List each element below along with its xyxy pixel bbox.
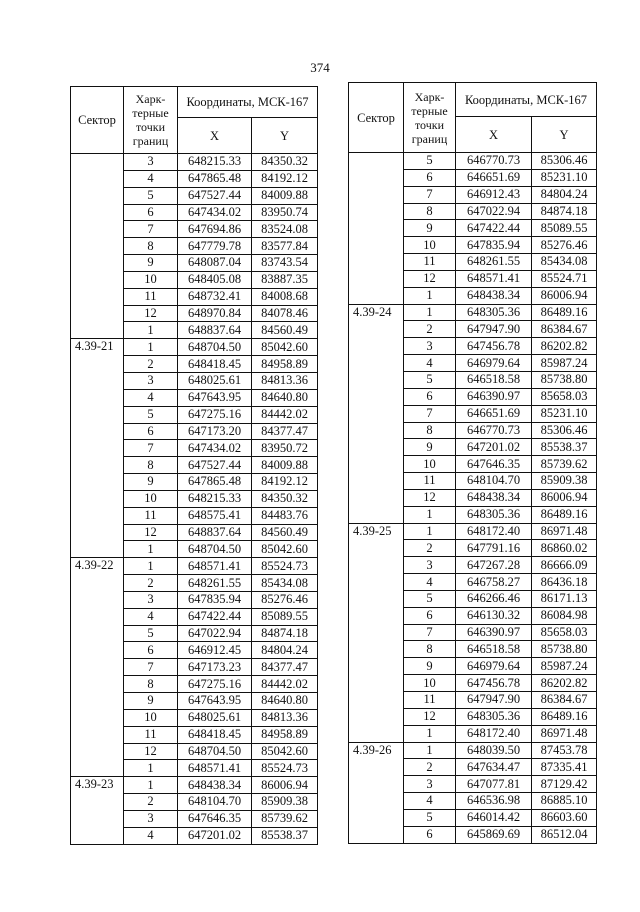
x-coordinate-cell: 647643.95 <box>178 389 252 406</box>
point-number-cell: 9 <box>124 693 178 710</box>
x-coordinate-cell: 646536.98 <box>456 793 532 810</box>
x-coordinate-cell: 647077.81 <box>456 776 532 793</box>
x-coordinate-cell: 647434.02 <box>178 204 252 221</box>
x-coordinate-cell: 647456.78 <box>456 338 532 355</box>
x-coordinate-cell: 648575.41 <box>178 507 252 524</box>
point-number-cell: 3 <box>404 338 456 355</box>
x-coordinate-cell: 647022.94 <box>456 203 532 220</box>
y-coordinate-cell: 84192.12 <box>252 474 318 491</box>
point-number-cell: 10 <box>124 271 178 288</box>
y-coordinate-cell: 83950.74 <box>252 204 318 221</box>
point-number-cell: 11 <box>124 288 178 305</box>
y-coordinate-cell: 86006.94 <box>532 287 597 304</box>
y-coordinate-cell: 85434.08 <box>532 254 597 271</box>
y-coordinate-cell: 84560.49 <box>252 524 318 541</box>
y-coordinate-cell: 86006.94 <box>532 489 597 506</box>
x-coordinate-cell: 648405.08 <box>178 271 252 288</box>
x-coordinate-cell: 646130.32 <box>456 607 532 624</box>
x-coordinate-cell: 646014.42 <box>456 809 532 826</box>
y-coordinate-cell: 84804.24 <box>252 642 318 659</box>
y-coordinate-cell: 85231.10 <box>532 405 597 422</box>
y-coordinate-cell: 86006.94 <box>252 777 318 794</box>
point-number-cell: 2 <box>404 321 456 338</box>
x-coordinate-cell: 647947.90 <box>456 321 532 338</box>
y-coordinate-cell: 84350.32 <box>252 490 318 507</box>
point-number-cell: 12 <box>404 708 456 725</box>
point-number-cell: 5 <box>404 153 456 170</box>
point-number-cell: 6 <box>404 169 456 186</box>
point-number-cell: 5 <box>124 625 178 642</box>
y-coordinate-cell: 84377.47 <box>252 423 318 440</box>
x-coordinate-cell: 648305.36 <box>456 506 532 523</box>
point-number-cell: 1 <box>404 506 456 523</box>
point-number-cell: 6 <box>404 826 456 843</box>
x-coordinate-cell: 648305.36 <box>456 304 532 321</box>
x-coordinate-cell: 647173.23 <box>178 659 252 676</box>
y-coordinate-cell: 85739.62 <box>532 456 597 473</box>
x-coordinate-cell: 647646.35 <box>178 810 252 827</box>
y-coordinate-cell: 84813.36 <box>252 372 318 389</box>
point-number-cell: 7 <box>404 186 456 203</box>
y-coordinate-cell: 83743.54 <box>252 255 318 272</box>
point-number-cell: 1 <box>124 760 178 777</box>
y-header: Y <box>252 118 318 154</box>
x-coordinate-cell: 647275.16 <box>178 676 252 693</box>
y-coordinate-cell: 85987.24 <box>532 355 597 372</box>
point-number-cell: 4 <box>124 170 178 187</box>
point-number-cell: 11 <box>124 726 178 743</box>
point-number-cell: 9 <box>124 474 178 491</box>
y-coordinate-cell: 84009.88 <box>252 187 318 204</box>
sector-header: Сектор <box>71 87 124 154</box>
x-coordinate-cell: 648305.36 <box>456 708 532 725</box>
y-coordinate-cell: 84442.02 <box>252 406 318 423</box>
x-coordinate-cell: 648418.45 <box>178 726 252 743</box>
table-row <box>71 777 318 794</box>
y-coordinate-cell: 84192.12 <box>252 170 318 187</box>
y-header: Y <box>532 117 597 153</box>
x-coordinate-cell: 648438.34 <box>178 777 252 794</box>
y-coordinate-cell: 86202.82 <box>532 675 597 692</box>
y-coordinate-cell: 85738.80 <box>532 641 597 658</box>
table-row <box>71 339 318 356</box>
x-coordinate-cell: 647694.86 <box>178 221 252 238</box>
sector-cell: 4.39-23 <box>71 777 124 844</box>
table-row <box>349 523 597 540</box>
y-coordinate-cell: 84350.32 <box>252 154 318 171</box>
point-number-cell: 6 <box>124 642 178 659</box>
y-coordinate-cell: 84483.76 <box>252 507 318 524</box>
x-coordinate-cell: 646651.69 <box>456 405 532 422</box>
x-coordinate-cell: 648837.64 <box>178 524 252 541</box>
point-number-cell: 12 <box>404 489 456 506</box>
point-number-cell: 7 <box>124 440 178 457</box>
point-number-cell: 10 <box>404 456 456 473</box>
y-coordinate-cell: 86885.10 <box>532 793 597 810</box>
y-coordinate-cell: 86860.02 <box>532 540 597 557</box>
y-coordinate-cell: 85524.71 <box>532 270 597 287</box>
page-number: 374 <box>310 60 330 75</box>
y-coordinate-cell: 85306.46 <box>532 422 597 439</box>
point-number-cell: 12 <box>124 743 178 760</box>
y-coordinate-cell: 87335.41 <box>532 759 597 776</box>
y-coordinate-cell: 84377.47 <box>252 659 318 676</box>
y-coordinate-cell: 86489.16 <box>532 506 597 523</box>
point-number-cell: 3 <box>124 810 178 827</box>
y-coordinate-cell: 86512.04 <box>532 826 597 843</box>
y-coordinate-cell: 86436.18 <box>532 574 597 591</box>
point-number-cell: 6 <box>404 388 456 405</box>
x-coordinate-cell: 647634.47 <box>456 759 532 776</box>
x-coordinate-cell: 647865.48 <box>178 170 252 187</box>
sector-cell: 4.39-21 <box>71 339 124 558</box>
point-number-cell: 4 <box>404 355 456 372</box>
x-coordinate-cell: 648438.34 <box>456 287 532 304</box>
point-number-cell: 11 <box>404 692 456 709</box>
point-number-cell: 8 <box>124 676 178 693</box>
point-number-cell: 5 <box>404 809 456 826</box>
x-coordinate-cell: 646266.46 <box>456 590 532 607</box>
x-coordinate-cell: 647865.48 <box>178 474 252 491</box>
point-number-cell: 12 <box>404 270 456 287</box>
x-coordinate-cell: 646979.64 <box>456 658 532 675</box>
point-number-cell: 2 <box>124 794 178 811</box>
y-coordinate-cell: 85738.80 <box>532 371 597 388</box>
point-number-cell: 7 <box>404 624 456 641</box>
point-number-cell: 3 <box>124 154 178 171</box>
y-coordinate-cell: 84874.18 <box>252 625 318 642</box>
point-number-cell: 5 <box>404 590 456 607</box>
x-coordinate-cell: 646518.58 <box>456 641 532 658</box>
coordinates-table-right <box>348 82 597 844</box>
table-row <box>71 154 318 171</box>
x-coordinate-cell: 648571.41 <box>456 270 532 287</box>
sector-header: Сектор <box>349 83 404 153</box>
x-coordinate-cell: 648704.50 <box>178 339 252 356</box>
x-coordinate-cell: 648571.41 <box>178 760 252 777</box>
characteristic-points-header: Харк-терные точки границ <box>404 83 456 153</box>
y-coordinate-cell: 86971.48 <box>532 523 597 540</box>
x-coordinate-cell: 648704.50 <box>178 743 252 760</box>
point-number-cell: 3 <box>404 776 456 793</box>
y-coordinate-cell: 85909.38 <box>252 794 318 811</box>
y-coordinate-cell: 84442.02 <box>252 676 318 693</box>
table-row <box>349 742 597 759</box>
y-coordinate-cell: 83524.08 <box>252 221 318 238</box>
x-coordinate-cell: 646390.97 <box>456 624 532 641</box>
sector-cell: 4.39-22 <box>71 558 124 777</box>
point-number-cell: 8 <box>404 422 456 439</box>
y-coordinate-cell: 86384.67 <box>532 692 597 709</box>
y-coordinate-cell: 86171.13 <box>532 590 597 607</box>
x-coordinate-cell: 648837.64 <box>178 322 252 339</box>
x-coordinate-cell: 647527.44 <box>178 457 252 474</box>
x-coordinate-cell: 646770.73 <box>456 422 532 439</box>
x-coordinate-cell: 648215.33 <box>178 490 252 507</box>
y-coordinate-cell: 85909.38 <box>532 473 597 490</box>
y-coordinate-cell: 85231.10 <box>532 169 597 186</box>
y-coordinate-cell: 85658.03 <box>532 624 597 641</box>
y-coordinate-cell: 85538.37 <box>252 827 318 844</box>
point-number-cell: 2 <box>404 540 456 557</box>
x-header: X <box>178 118 252 154</box>
point-number-cell: 3 <box>404 557 456 574</box>
x-coordinate-cell: 647527.44 <box>178 187 252 204</box>
sector-cell: 4.39-24 <box>349 304 404 523</box>
x-coordinate-cell: 648571.41 <box>178 558 252 575</box>
x-coordinate-cell: 648418.45 <box>178 356 252 373</box>
point-number-cell: 6 <box>124 423 178 440</box>
sector-cell <box>349 153 404 305</box>
point-number-cell: 1 <box>404 287 456 304</box>
x-coordinate-cell: 647791.16 <box>456 540 532 557</box>
x-coordinate-cell: 648261.55 <box>456 254 532 271</box>
coordinates-header: Координаты, МСК-167 <box>456 83 597 117</box>
x-coordinate-cell: 647201.02 <box>456 439 532 456</box>
x-coordinate-cell: 646979.64 <box>456 355 532 372</box>
x-coordinate-cell: 648215.33 <box>178 154 252 171</box>
point-number-cell: 9 <box>124 255 178 272</box>
x-coordinate-cell: 646912.43 <box>456 186 532 203</box>
x-header: X <box>456 117 532 153</box>
x-coordinate-cell: 647422.44 <box>456 220 532 237</box>
point-number-cell: 9 <box>404 439 456 456</box>
point-number-cell: 1 <box>124 339 178 356</box>
coordinates-header: Координаты, МСК-167 <box>178 87 318 118</box>
x-coordinate-cell: 647267.28 <box>456 557 532 574</box>
point-number-cell: 1 <box>404 742 456 759</box>
y-coordinate-cell: 86971.48 <box>532 725 597 742</box>
point-number-cell: 11 <box>124 507 178 524</box>
y-coordinate-cell: 84874.18 <box>532 203 597 220</box>
point-number-cell: 10 <box>404 237 456 254</box>
point-number-cell: 11 <box>404 254 456 271</box>
y-coordinate-cell: 87453.78 <box>532 742 597 759</box>
point-number-cell: 5 <box>404 371 456 388</box>
x-coordinate-cell: 648025.61 <box>178 709 252 726</box>
x-coordinate-cell: 647456.78 <box>456 675 532 692</box>
y-coordinate-cell: 86202.82 <box>532 338 597 355</box>
point-number-cell: 1 <box>124 777 178 794</box>
point-number-cell: 10 <box>124 709 178 726</box>
x-coordinate-cell: 646518.58 <box>456 371 532 388</box>
sector-cell: 4.39-25 <box>349 523 404 742</box>
x-coordinate-cell: 646770.73 <box>456 153 532 170</box>
sector-cell <box>71 154 124 339</box>
x-coordinate-cell: 647835.94 <box>456 237 532 254</box>
x-coordinate-cell: 647643.95 <box>178 693 252 710</box>
x-coordinate-cell: 647422.44 <box>178 608 252 625</box>
point-number-cell: 7 <box>124 221 178 238</box>
y-coordinate-cell: 84640.80 <box>252 693 318 710</box>
point-number-cell: 8 <box>404 641 456 658</box>
x-coordinate-cell: 646651.69 <box>456 169 532 186</box>
y-coordinate-cell: 85658.03 <box>532 388 597 405</box>
coordinates-table-left-body <box>71 154 318 845</box>
y-coordinate-cell: 86384.67 <box>532 321 597 338</box>
table-row <box>349 304 597 321</box>
table-row <box>349 153 597 170</box>
x-coordinate-cell: 645869.69 <box>456 826 532 843</box>
point-number-cell: 8 <box>124 238 178 255</box>
point-number-cell: 2 <box>404 759 456 776</box>
x-coordinate-cell: 647947.90 <box>456 692 532 709</box>
point-number-cell: 1 <box>124 558 178 575</box>
x-coordinate-cell: 646390.97 <box>456 388 532 405</box>
point-number-cell: 4 <box>404 574 456 591</box>
point-number-cell: 7 <box>404 405 456 422</box>
y-coordinate-cell: 86489.16 <box>532 304 597 321</box>
x-coordinate-cell: 647275.16 <box>178 406 252 423</box>
y-coordinate-cell: 85042.60 <box>252 339 318 356</box>
y-coordinate-cell: 85089.55 <box>252 608 318 625</box>
x-coordinate-cell: 647835.94 <box>178 591 252 608</box>
y-coordinate-cell: 84009.88 <box>252 457 318 474</box>
x-coordinate-cell: 647022.94 <box>178 625 252 642</box>
y-coordinate-cell: 84804.24 <box>532 186 597 203</box>
y-coordinate-cell: 84640.80 <box>252 389 318 406</box>
point-number-cell: 1 <box>404 523 456 540</box>
point-number-cell: 1 <box>124 322 178 339</box>
x-coordinate-cell: 648172.40 <box>456 725 532 742</box>
point-number-cell: 1 <box>404 304 456 321</box>
point-number-cell: 5 <box>124 406 178 423</box>
point-number-cell: 12 <box>124 524 178 541</box>
point-number-cell: 10 <box>124 490 178 507</box>
x-coordinate-cell: 648172.40 <box>456 523 532 540</box>
x-coordinate-cell: 648970.84 <box>178 305 252 322</box>
y-coordinate-cell: 85276.46 <box>532 237 597 254</box>
y-coordinate-cell: 86489.16 <box>532 708 597 725</box>
x-coordinate-cell: 647173.20 <box>178 423 252 440</box>
point-number-cell: 4 <box>124 827 178 844</box>
y-coordinate-cell: 85538.37 <box>532 439 597 456</box>
point-number-cell: 1 <box>124 541 178 558</box>
x-coordinate-cell: 648261.55 <box>178 575 252 592</box>
characteristic-points-header: Харк-терные точки границ <box>124 87 178 154</box>
y-coordinate-cell: 85089.55 <box>532 220 597 237</box>
point-number-cell: 8 <box>404 203 456 220</box>
point-number-cell: 7 <box>124 659 178 676</box>
y-coordinate-cell: 85987.24 <box>532 658 597 675</box>
y-coordinate-cell: 85306.46 <box>532 153 597 170</box>
point-number-cell: 2 <box>124 575 178 592</box>
point-number-cell: 5 <box>124 187 178 204</box>
y-coordinate-cell: 83887.35 <box>252 271 318 288</box>
x-coordinate-cell: 648704.50 <box>178 541 252 558</box>
point-number-cell: 11 <box>404 473 456 490</box>
point-number-cell: 4 <box>124 389 178 406</box>
point-number-cell: 3 <box>124 372 178 389</box>
point-number-cell: 6 <box>404 607 456 624</box>
coordinates-table-right-body <box>349 153 597 844</box>
x-coordinate-cell: 648039.50 <box>456 742 532 759</box>
table-row <box>71 558 318 575</box>
point-number-cell: 8 <box>124 457 178 474</box>
point-number-cell: 6 <box>124 204 178 221</box>
point-number-cell: 9 <box>404 220 456 237</box>
y-coordinate-cell: 84078.46 <box>252 305 318 322</box>
y-coordinate-cell: 87129.42 <box>532 776 597 793</box>
y-coordinate-cell: 84560.49 <box>252 322 318 339</box>
y-coordinate-cell: 86603.60 <box>532 809 597 826</box>
sector-cell: 4.39-26 <box>349 742 404 843</box>
y-coordinate-cell: 84008.68 <box>252 288 318 305</box>
x-coordinate-cell: 648438.34 <box>456 489 532 506</box>
x-coordinate-cell: 648104.70 <box>456 473 532 490</box>
point-number-cell: 10 <box>404 675 456 692</box>
y-coordinate-cell: 84958.89 <box>252 726 318 743</box>
y-coordinate-cell: 86084.98 <box>532 607 597 624</box>
x-coordinate-cell: 647779.78 <box>178 238 252 255</box>
y-coordinate-cell: 85524.73 <box>252 760 318 777</box>
x-coordinate-cell: 648732.41 <box>178 288 252 305</box>
x-coordinate-cell: 648104.70 <box>178 794 252 811</box>
x-coordinate-cell: 646758.27 <box>456 574 532 591</box>
y-coordinate-cell: 83577.84 <box>252 238 318 255</box>
y-coordinate-cell: 84813.36 <box>252 709 318 726</box>
point-number-cell: 3 <box>124 591 178 608</box>
point-number-cell: 1 <box>404 725 456 742</box>
y-coordinate-cell: 84958.89 <box>252 356 318 373</box>
x-coordinate-cell: 647646.35 <box>456 456 532 473</box>
point-number-cell: 4 <box>124 608 178 625</box>
coordinates-table-left <box>70 86 318 845</box>
point-number-cell: 12 <box>124 305 178 322</box>
point-number-cell: 4 <box>404 793 456 810</box>
y-coordinate-cell: 83950.72 <box>252 440 318 457</box>
y-coordinate-cell: 85739.62 <box>252 810 318 827</box>
x-coordinate-cell: 648025.61 <box>178 372 252 389</box>
y-coordinate-cell: 85434.08 <box>252 575 318 592</box>
x-coordinate-cell: 647201.02 <box>178 827 252 844</box>
y-coordinate-cell: 85524.73 <box>252 558 318 575</box>
y-coordinate-cell: 86666.09 <box>532 557 597 574</box>
point-number-cell: 2 <box>124 356 178 373</box>
x-coordinate-cell: 648087.04 <box>178 255 252 272</box>
y-coordinate-cell: 85276.46 <box>252 591 318 608</box>
point-number-cell: 9 <box>404 658 456 675</box>
y-coordinate-cell: 85042.60 <box>252 743 318 760</box>
x-coordinate-cell: 647434.02 <box>178 440 252 457</box>
x-coordinate-cell: 646912.45 <box>178 642 252 659</box>
y-coordinate-cell: 85042.60 <box>252 541 318 558</box>
